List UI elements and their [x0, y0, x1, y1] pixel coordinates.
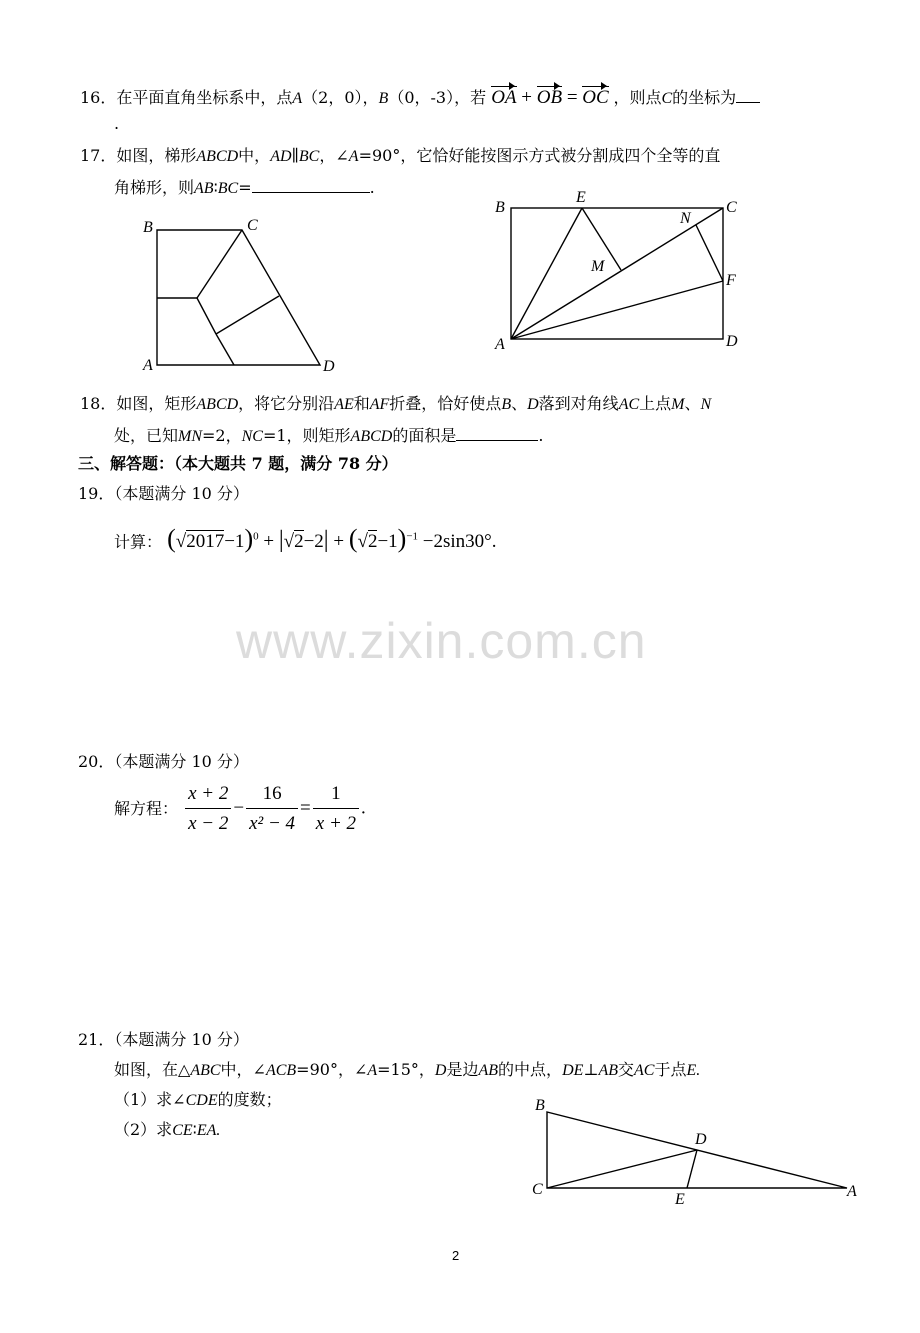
figure-21-triangle [525, 1090, 875, 1210]
question-19-expression: 计算： $(√2017-1)^0 + |√2-2| + (√2-1)^{-1} -2\sin 30^\circ$. [114, 524, 497, 554]
question-21-part2: （2）求CE∶EA. [114, 1120, 221, 1139]
point-label: A [847, 1183, 857, 1200]
figure-17-trapezoid [130, 210, 370, 380]
question-number: 18． [80, 394, 117, 413]
point-label: B [495, 199, 505, 216]
fold-ae [511, 208, 582, 339]
question-21-line1: 如图，在△ABC中，∠ACB=90°，∠A=15°，D是边AB的中点，DE⊥AB交AC于点E. [114, 1060, 701, 1079]
divider-line [197, 298, 216, 334]
question-21-header: 21．（本题满分 10 分） [78, 1030, 249, 1049]
point-label: E [675, 1191, 685, 1208]
divider-line [197, 230, 242, 298]
question-16-end: . [114, 114, 120, 133]
point-label: M [591, 258, 605, 275]
question-number: 17． [80, 146, 117, 165]
question-20-header: 20．（本题满分 10 分） [78, 752, 249, 771]
point-label: C [532, 1181, 543, 1198]
segment-cd [547, 1150, 697, 1188]
point-label: A [143, 357, 153, 374]
point-label: C [726, 199, 737, 216]
point-label: N [680, 210, 691, 227]
question-18-line1: 18．如图，矩形ABCD，将它分别沿AE和AF折叠，恰好使点B、D落到对角线AC上点M、N [80, 394, 712, 413]
divider-line [216, 334, 234, 365]
point-label: A [495, 336, 505, 353]
figure-18-rectangle [490, 186, 760, 356]
point-label: B [535, 1097, 545, 1114]
segment-de [687, 1150, 697, 1188]
answer-blank [736, 86, 760, 103]
answer-blank [456, 424, 538, 441]
answer-blank [252, 176, 370, 193]
question-21-part1: （1）求∠CDE的度数； [114, 1090, 282, 1109]
divider-line [216, 296, 279, 334]
section-3-title: 三、解答题：（本大题共 7 题，满分 78 分） [78, 454, 398, 473]
point-label: F [726, 272, 736, 289]
diagonal-ac [511, 208, 723, 339]
point-label: D [726, 333, 738, 350]
point-label: B [143, 219, 153, 236]
point-label: D [323, 358, 335, 375]
segment-nf [696, 225, 723, 281]
fraction: $\frac{16}{\text{x² − 4}}$ [246, 782, 298, 836]
fraction: $\frac{x + 2}{x - 2}$ [185, 782, 231, 836]
point-label: E [576, 189, 586, 206]
question-19-header: 19．（本题满分 10 分） [78, 484, 249, 503]
question-17-line1: 17．如图，梯形ABCD中，AD∥BC，∠A=90°，它恰好能按图示方式被分割成四个全等的直 [80, 146, 721, 165]
fold-af [511, 281, 723, 339]
question-20-equation: 解方程： $\frac{x + 2}{x - 2}$ − $\frac{16}{\text{x² − 4}}$ = $\frac{1}{x + 2}$ . [114, 783, 366, 834]
point-label: C [247, 217, 258, 234]
question-16: 16．在平面直角坐标系中，点A（2，0），B（0，-3），若 OA + OB = OC ，则点C的坐标为 [80, 86, 760, 109]
question-18-line2: 处，已知MN=2，NC=1，则矩形ABCD的面积是 . [114, 426, 544, 445]
vector-equation: OA + OB = OC [491, 87, 609, 108]
question-17-line2: 角梯形，则AB∶BC= . [114, 178, 375, 197]
question-number: 16． [80, 88, 117, 107]
watermark: www.zixin.com.cn [236, 613, 647, 669]
fraction: $\frac{1}{x + 2}$ [313, 782, 359, 836]
page-number: 2 [452, 1248, 460, 1263]
point-label: D [695, 1131, 707, 1148]
